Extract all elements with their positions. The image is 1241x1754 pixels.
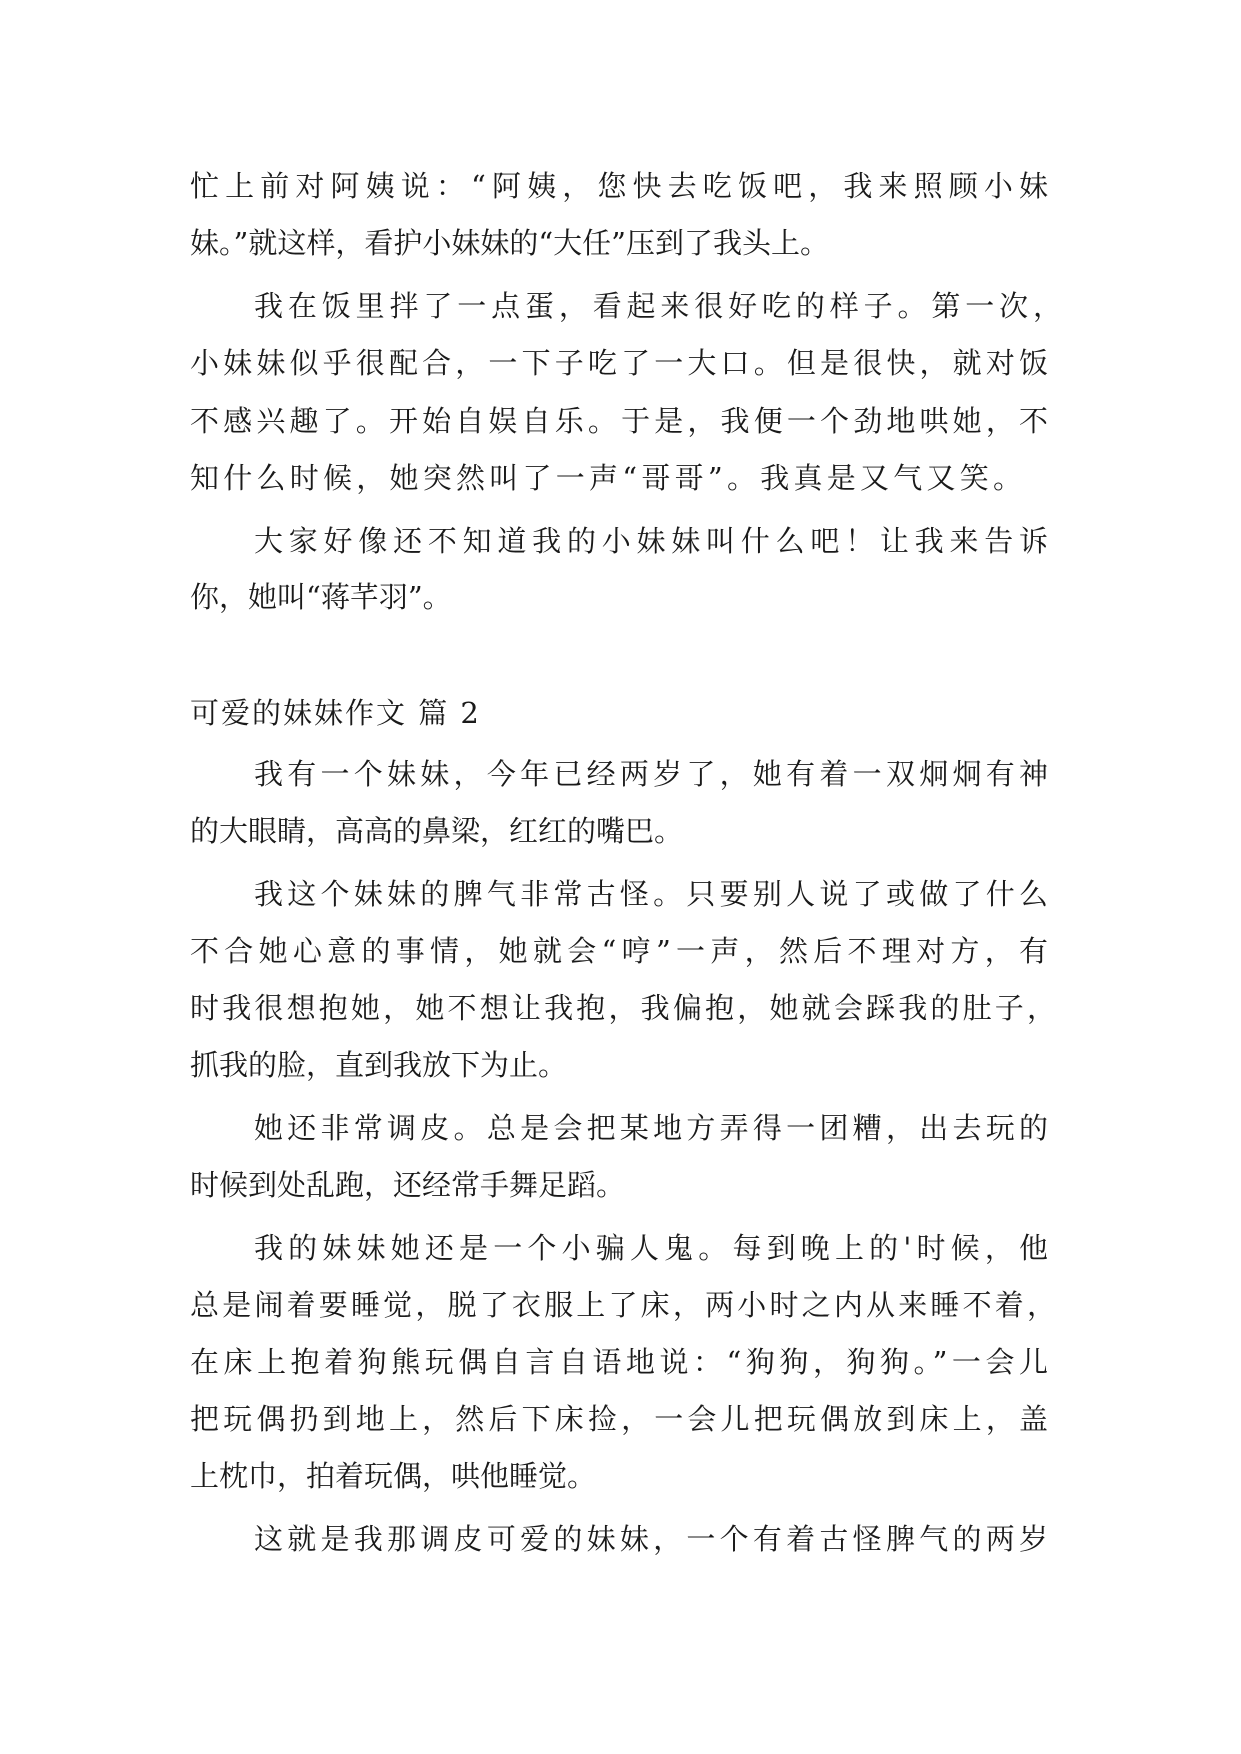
paragraph-line: 我的妹妹她还是一个小骗人鬼。每到晚上的'时候，他: [254, 1231, 1048, 1265]
paragraph-line: 不合她心意的事情，她就会“哼”一声，然后不理对方，有: [190, 934, 1048, 968]
paragraph-line: 时候到处乱跑，还经常手舞足蹈。: [190, 1168, 626, 1202]
paragraph-line: 抓我的脸，直到我放下为止。: [190, 1048, 568, 1082]
paragraph-line: 你，她叫“蒋芊羽”。: [190, 580, 452, 614]
section-heading: 可爱的妹妹作文 篇 2: [190, 696, 481, 730]
paragraph-line: 把玩偶扔到地上，然后下床捡，一会儿把玩偶放到床上，盖: [190, 1402, 1048, 1436]
paragraph-line: 我在饭里拌了一点蛋，看起来很好吃的样子。第一次，: [254, 289, 1062, 323]
paragraph-line: 知什么时候，她突然叫了一声“哥哥”。我真是又气又笑。: [190, 461, 1022, 495]
paragraph-line: 上枕巾，拍着玩偶，哄他睡觉。: [190, 1459, 597, 1493]
paragraph-line: 忙上前对阿姨说：“阿姨，您快去吃饭吧，我来照顾小妹: [190, 169, 1048, 203]
paragraph-line: 她还非常调皮。总是会把某地方弄得一团糟，出去玩的: [254, 1111, 1048, 1145]
paragraph-line: 不感兴趣了。开始自娱自乐。于是，我便一个劲地哄她，不: [190, 404, 1048, 438]
paragraph-line: 时我很想抱她，她不想让我抱，我偏抱，她就会踩我的肚子，: [190, 991, 1056, 1025]
paragraph-line: 我这个妹妹的脾气非常古怪。只要别人说了或做了什么: [254, 877, 1048, 911]
paragraph-line: 的大眼睛，高高的鼻梁，红红的嘴巴。: [190, 814, 684, 848]
paragraph-line: 我有一个妹妹，今年已经两岁了，她有着一双炯炯有神: [254, 757, 1048, 791]
paragraph-line: 大家好像还不知道我的小妹妹叫什么吧！让我来告诉: [254, 524, 1048, 558]
paragraph-line: 在床上抱着狗熊玩偶自言自语地说：“狗狗，狗狗。”一会儿: [190, 1345, 1048, 1379]
paragraph-line: 总是闹着要睡觉，脱了衣服上了床，两小时之内从来睡不着，: [190, 1288, 1056, 1322]
paragraph-line: 小妹妹似乎很配合，一下子吃了一大口。但是很快，就对饭: [190, 346, 1048, 380]
paragraph-line: 妹。”就这样，看护小妹妹的“大任”压到了我头上。: [190, 226, 829, 260]
paragraph-line: 这就是我那调皮可爱的妹妹，一个有着古怪脾气的两岁: [254, 1522, 1048, 1556]
